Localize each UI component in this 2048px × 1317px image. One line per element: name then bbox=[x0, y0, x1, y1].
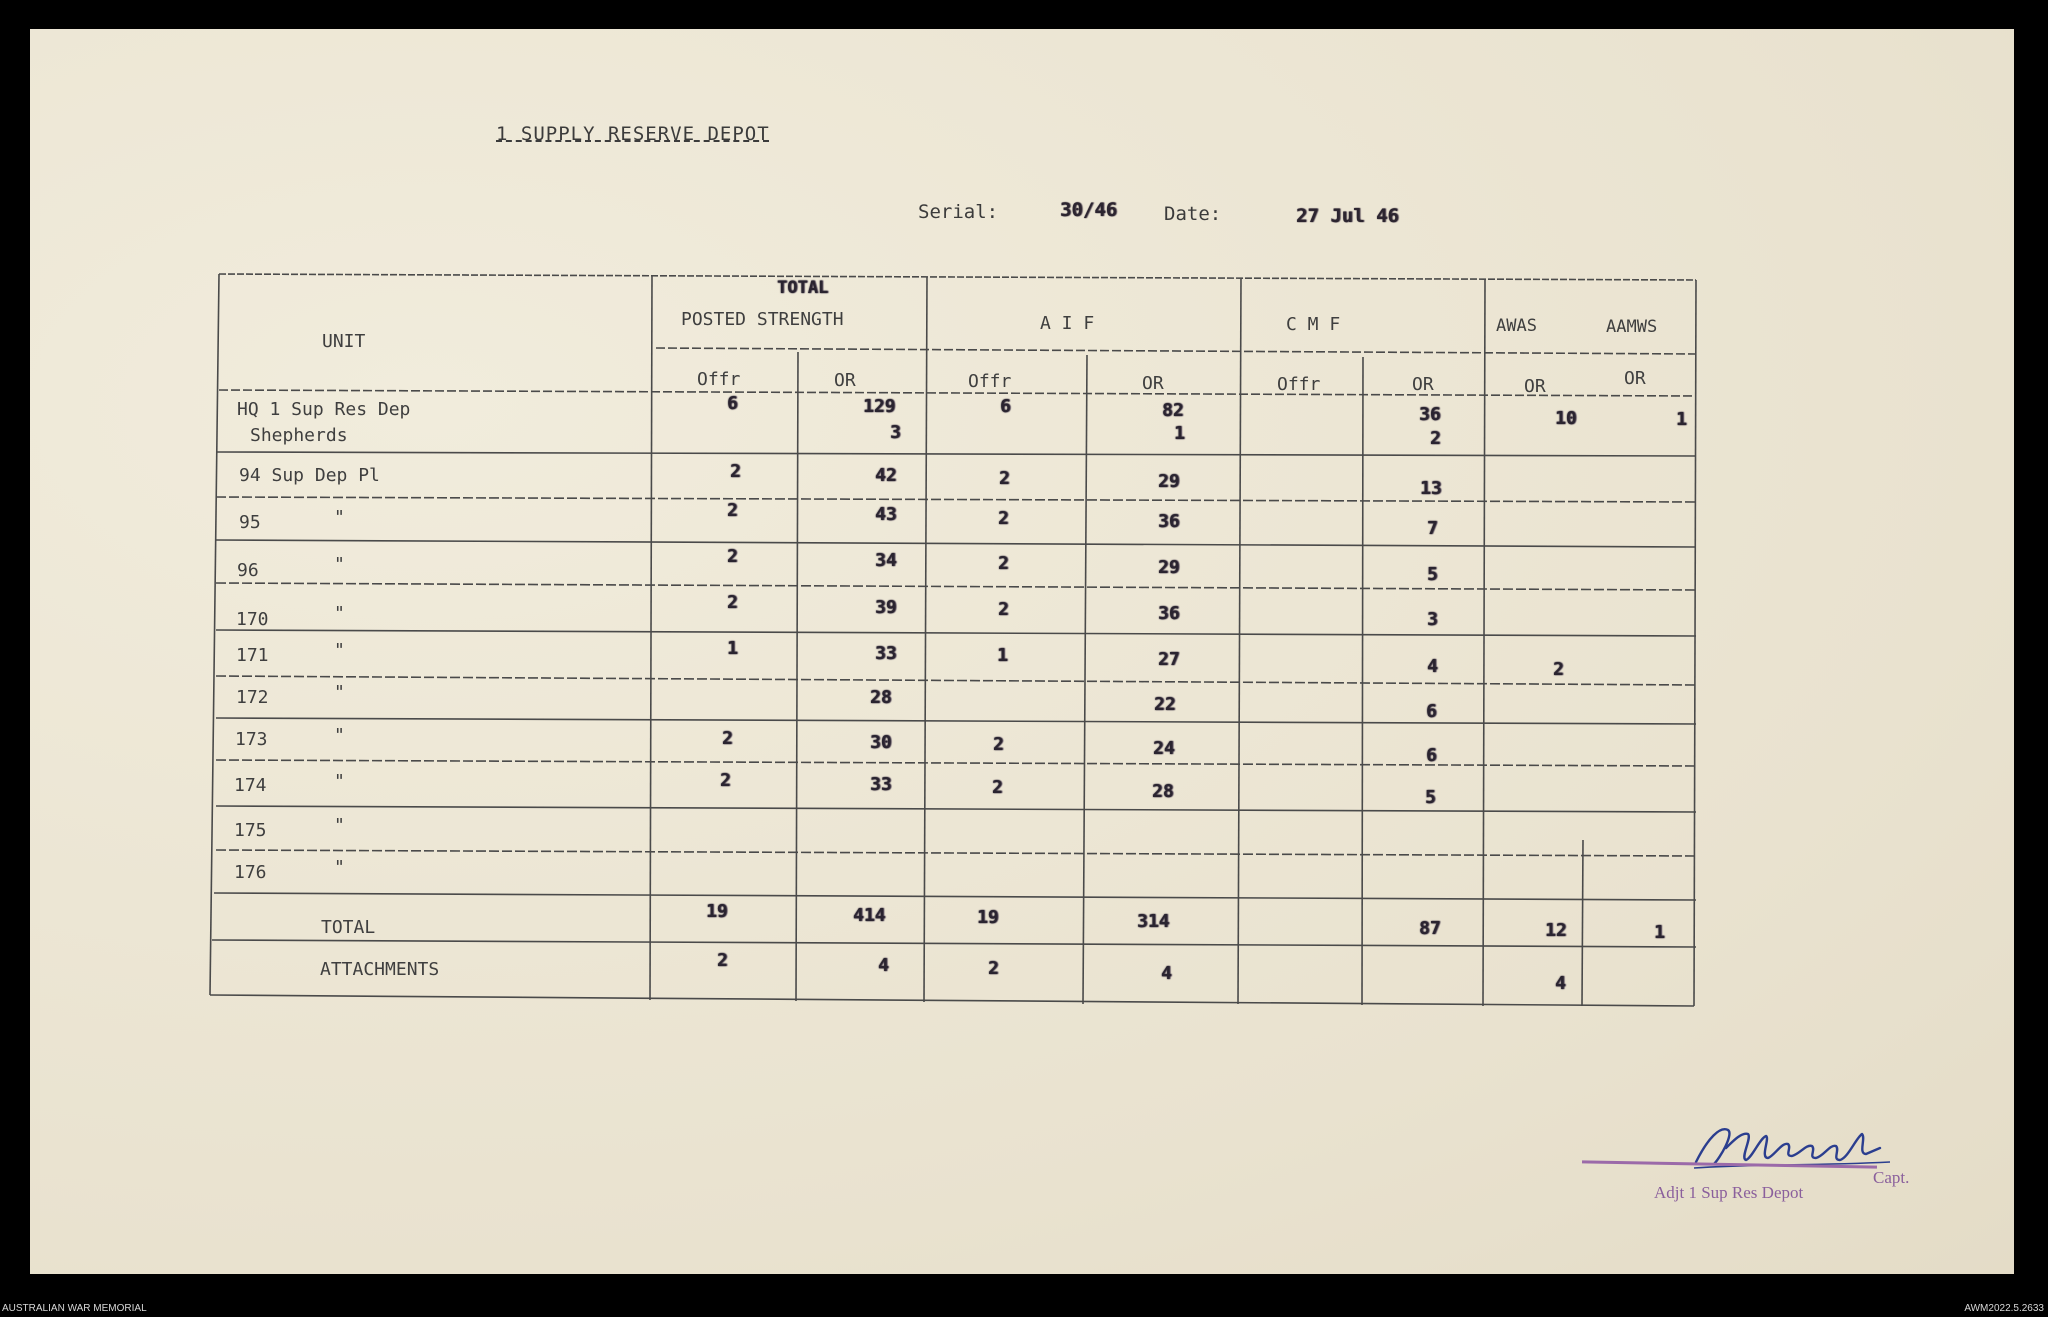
cell-ps-or: 43 bbox=[875, 504, 897, 525]
attachments-aif-or: 4 bbox=[1161, 963, 1172, 984]
cell-cmf-or: 7 bbox=[1427, 518, 1438, 539]
cell-aif-or: 22 bbox=[1154, 694, 1176, 715]
ditto-mark: " bbox=[334, 857, 345, 878]
serial-label: Serial: bbox=[918, 201, 999, 223]
ditto-mark: " bbox=[334, 725, 345, 746]
cell-aif-offr: 2 bbox=[999, 468, 1010, 489]
cell-aif-offr: 2 bbox=[998, 599, 1009, 620]
footer-institution: AUSTRALIAN WAR MEMORIAL bbox=[2, 1303, 147, 1314]
header-aif-or: OR bbox=[1142, 373, 1164, 394]
signature bbox=[1690, 1118, 1900, 1178]
cell-cmf-or: 5 bbox=[1427, 564, 1438, 585]
archive-footer bbox=[0, 1303, 2048, 1317]
cell-awas-or: 10 bbox=[1555, 408, 1577, 429]
cell-ps-offr: 6 bbox=[727, 393, 738, 414]
date-label: Date: bbox=[1164, 203, 1222, 225]
attachments-ps-offr: 2 bbox=[717, 950, 728, 971]
unit-name: 176 bbox=[234, 862, 267, 883]
cell-ps-offr: 2 bbox=[720, 770, 731, 791]
header-awas-or: OR bbox=[1524, 376, 1546, 397]
total-ps-offr: 19 bbox=[706, 901, 728, 922]
ditto-mark: " bbox=[334, 771, 345, 792]
cell-ps-or: 39 bbox=[875, 597, 897, 618]
ditto-mark: " bbox=[334, 603, 345, 624]
cell-cmf-or: 6 bbox=[1426, 701, 1437, 722]
unit-name-secondary: Shepherds bbox=[250, 425, 348, 446]
header-unit: UNIT bbox=[322, 331, 366, 352]
cell-cmf-or: 13 bbox=[1420, 478, 1442, 499]
ditto-mark: " bbox=[334, 815, 345, 836]
ditto-mark: " bbox=[334, 507, 345, 528]
attachments-awas-or: 4 bbox=[1555, 973, 1566, 994]
cell-cmf-or-secondary: 2 bbox=[1430, 428, 1441, 449]
attachments-aif-offr: 2 bbox=[988, 958, 999, 979]
cell-aif-offr: 1 bbox=[997, 645, 1008, 666]
cell-ps-offr: 2 bbox=[722, 728, 733, 749]
cell-aif-or: 36 bbox=[1158, 511, 1180, 532]
total-aif-offr: 19 bbox=[977, 907, 999, 928]
total-cmf-or: 87 bbox=[1419, 918, 1441, 939]
total-awas-or: 12 bbox=[1545, 920, 1567, 941]
cell-aif-or: 29 bbox=[1158, 557, 1180, 578]
unit-name: 172 bbox=[236, 687, 269, 708]
header-cmf-offr: Offr bbox=[1277, 374, 1321, 395]
ditto-mark: " bbox=[334, 640, 345, 661]
cell-aif-offr: 2 bbox=[998, 508, 1009, 529]
cell-aif-offr: 2 bbox=[992, 777, 1003, 798]
cell-ps-or-secondary: 3 bbox=[890, 422, 901, 443]
attachments-ps-or: 4 bbox=[878, 955, 889, 976]
ditto-mark: " bbox=[334, 554, 345, 575]
cell-ps-offr: 2 bbox=[727, 546, 738, 567]
header-posted-total: TOTAL bbox=[777, 278, 829, 298]
cell-cmf-or: 4 bbox=[1427, 656, 1438, 677]
cell-cmf-or: 6 bbox=[1426, 745, 1437, 766]
header-posted-strength: POSTED STRENGTH bbox=[681, 309, 844, 330]
cell-aif-or: 27 bbox=[1158, 649, 1180, 670]
cell-ps-or: 33 bbox=[875, 643, 897, 664]
unit-name: 94 Sup Dep Pl bbox=[239, 465, 380, 486]
unit-name: 174 bbox=[234, 775, 267, 796]
stamp-appointment: Adjt 1 Sup Res Depot bbox=[1654, 1183, 1804, 1202]
header-ps-or: OR bbox=[834, 370, 856, 391]
unit-name: 175 bbox=[234, 820, 267, 841]
cell-ps-offr: 2 bbox=[727, 500, 738, 521]
header-aamws: AAMWS bbox=[1606, 317, 1658, 337]
unit-name: 170 bbox=[236, 609, 269, 630]
cell-ps-offr: 2 bbox=[727, 592, 738, 613]
cell-aif-or: 36 bbox=[1158, 603, 1180, 624]
header-ps-offr: Offr bbox=[697, 369, 741, 390]
header-aif-offr: Offr bbox=[968, 371, 1012, 392]
footer-accession-number: AWM2022.5.2633 bbox=[1964, 1303, 2044, 1314]
cell-aif-or: 28 bbox=[1152, 781, 1174, 802]
total-aamws-or: 1 bbox=[1654, 922, 1665, 943]
cell-ps-or: 28 bbox=[870, 687, 892, 708]
cell-aif-offr: 2 bbox=[993, 734, 1004, 755]
cell-aif-or-secondary: 1 bbox=[1174, 423, 1185, 444]
header-awas: AWAS bbox=[1496, 316, 1537, 336]
unit-name: 95 bbox=[239, 512, 261, 533]
serial-value: 30/46 bbox=[1060, 199, 1118, 221]
stamp-rank: Capt. bbox=[1873, 1168, 1910, 1187]
unit-name: 171 bbox=[236, 645, 269, 666]
unit-name: 96 bbox=[237, 560, 259, 581]
cell-cmf-or: 3 bbox=[1427, 609, 1438, 630]
header-cmf: C M F bbox=[1286, 314, 1341, 335]
total-aif-or: 314 bbox=[1137, 911, 1170, 932]
unit-name: 173 bbox=[235, 729, 268, 750]
ditto-mark: " bbox=[334, 682, 345, 703]
cell-aamws-or: 1 bbox=[1676, 409, 1687, 430]
cell-ps-offr: 2 bbox=[730, 461, 741, 482]
unit-name: HQ 1 Sup Res Dep bbox=[237, 399, 411, 420]
cell-aif-offr: 2 bbox=[998, 553, 1009, 574]
cell-ps-or: 34 bbox=[875, 550, 897, 571]
cell-awas-or: 2 bbox=[1553, 659, 1564, 680]
cell-aif-or: 24 bbox=[1153, 738, 1175, 759]
total-label: TOTAL bbox=[321, 917, 376, 938]
cell-ps-or: 30 bbox=[870, 732, 892, 753]
cell-aif-or: 29 bbox=[1158, 471, 1180, 492]
cell-ps-or: 33 bbox=[870, 774, 892, 795]
cell-ps-offr: 1 bbox=[727, 638, 738, 659]
cell-ps-or: 129 bbox=[863, 396, 896, 417]
date-value: 27 Jul 46 bbox=[1296, 205, 1399, 227]
cell-cmf-or: 5 bbox=[1425, 787, 1436, 808]
total-ps-or: 414 bbox=[853, 905, 886, 926]
cell-ps-or: 42 bbox=[875, 465, 897, 486]
header-aif: A I F bbox=[1040, 313, 1095, 334]
document-title: 1 SUPPLY RESERVE DEPOT bbox=[496, 123, 770, 145]
cell-aif-or: 82 bbox=[1162, 400, 1184, 421]
header-aamws-or: OR bbox=[1624, 368, 1646, 389]
cell-cmf-or: 36 bbox=[1419, 404, 1441, 425]
attachments-label: ATTACHMENTS bbox=[320, 959, 440, 980]
cell-aif-offr: 6 bbox=[1000, 396, 1011, 417]
header-cmf-or: OR bbox=[1412, 374, 1434, 395]
